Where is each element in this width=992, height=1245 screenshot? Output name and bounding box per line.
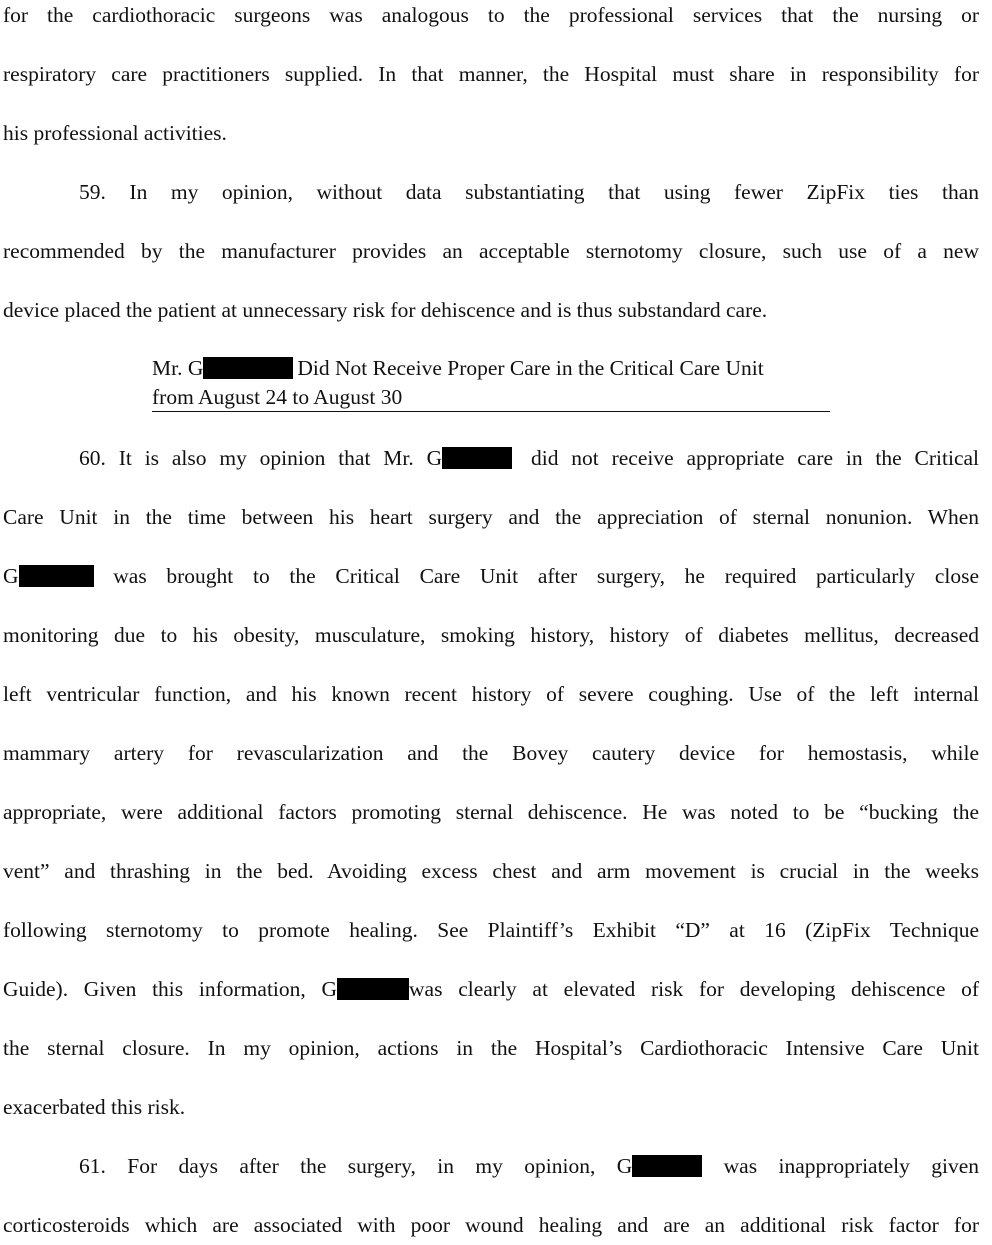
- paragraph-60-line-1: [79, 443, 979, 473]
- paragraph-58-line-1: for the cardiothoracic surgeons was analogous to the professional services that the nursing or: [3, 3, 979, 27]
- section-heading-line-2: from August 24 to August 30: [152, 383, 830, 412]
- redaction-block: [337, 978, 409, 1000]
- paragraph-61-line-2: corticosteroids which are associated with poor wound healing and are an additional risk factor for: [3, 1213, 979, 1237]
- redaction-block: [19, 565, 94, 587]
- paragraph-60-line-2: Care Unit in the time between his heart surgery and the appreciation of sternal nonunion. When: [3, 505, 979, 529]
- paragraph-61-line-1-start: 61. For days after the surgery, in my opinion, G: [79, 1154, 633, 1178]
- paragraph-60-line-12: exacerbated this risk.: [3, 1095, 186, 1119]
- paragraph-59-line-2: recommended by the manufacturer provides an acceptable sternotomy closure, such use of a new: [3, 239, 979, 263]
- redaction-block: [203, 357, 293, 379]
- paragraph-58-line-2: respiratory care practitioners supplied. In that manner, the Hospital must share in responsibility for: [3, 62, 979, 86]
- paragraph-60-line-5: left ventricular function, and his known recent history of severe coughing. Use of the left internal: [3, 682, 979, 706]
- paragraph-61-line-1-end: was inappropriately given: [723, 1154, 979, 1178]
- paragraph-60-line-8: vent” and thrashing in the bed. Avoiding excess chest and arm movement is crucial in the weeks: [3, 859, 979, 883]
- section-heading-line-1: [152, 354, 830, 382]
- paragraph-60-line-1-start: 60. It is also my opinion that Mr. G: [79, 446, 443, 470]
- paragraph-60-line-6: mammary artery for revascularization and the Bovey cautery device for hemostasis, while: [3, 741, 979, 765]
- paragraph-60-line-1-end: did not receive appropriate care in the Critical: [530, 446, 980, 470]
- paragraph-60-line-11: the sternal closure. In my opinion, actions in the Hospital’s Cardiothoracic Intensive Care Unit: [3, 1036, 979, 1060]
- paragraph-60-line-3-end: was brought to the Critical Care Unit after surgery, he required particularly close: [113, 564, 980, 588]
- paragraph-60-line-3-start: G: [3, 564, 19, 588]
- redaction-block: [632, 1155, 702, 1177]
- redaction-block: [442, 447, 512, 469]
- paragraph-60-line-9: following sternotomy to promote healing. See Plaintiff’s Exhibit “D” at 16 (ZipFix Technique: [3, 918, 979, 942]
- paragraph-61-line-1: [79, 1151, 979, 1181]
- paragraph-60-line-10-end: was clearly at elevated risk for developing dehiscence of: [409, 977, 980, 1001]
- paragraph-60-line-7: appropriate, were additional factors promoting sternal dehiscence. He was noted to be “bucking the: [3, 800, 979, 824]
- heading-text-end: Did Not Receive Proper Care in the Critical Care Unit: [297, 356, 764, 380]
- paragraph-58-line-3: his professional activities.: [3, 121, 227, 145]
- paragraph-59-line-1: 59. In my opinion, without data substantiating that using fewer ZipFix ties than: [79, 180, 979, 204]
- paragraph-59-line-3: device placed the patient at unnecessary risk for dehiscence and is thus substandard care.: [3, 298, 768, 322]
- paragraph-60-line-3: [3, 561, 979, 591]
- paragraph-60-line-10-start: Guide). Given this information, G: [3, 977, 338, 1001]
- paragraph-60-line-4: monitoring due to his obesity, musculature, smoking history, history of diabetes mellitus, decreased: [3, 623, 979, 647]
- heading-text-start: Mr. G: [152, 356, 204, 380]
- paragraph-60-line-10: [3, 974, 979, 1004]
